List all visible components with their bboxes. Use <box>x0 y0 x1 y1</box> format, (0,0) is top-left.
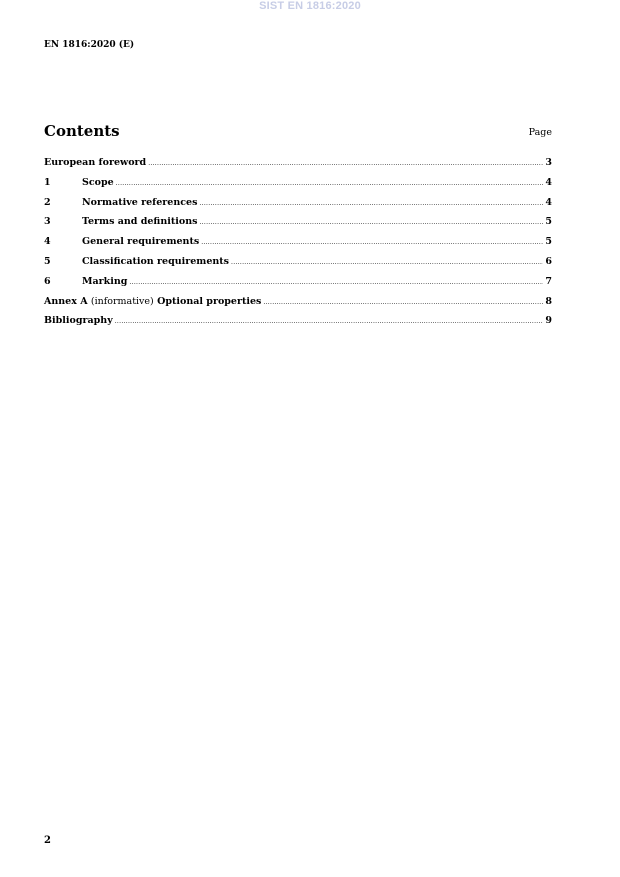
toc-leader <box>231 259 543 266</box>
toc-entry-number: 1 <box>44 176 51 188</box>
toc-entry-page: 5 <box>545 236 552 248</box>
toc-list <box>44 157 552 335</box>
toc-entry-page: 4 <box>545 196 552 208</box>
toc-entry-number: 5 <box>44 255 51 267</box>
toc-entry-title: European foreword <box>44 157 147 168</box>
document-id: EN 1816:2020 (E) <box>44 40 135 50</box>
toc-entry-bibliography[interactable] <box>44 315 552 335</box>
toc-entry-classification-requirements[interactable] <box>44 256 552 276</box>
toc-entry-page: 4 <box>545 176 552 188</box>
toc-entry-number: 6 <box>44 275 51 287</box>
toc-entry-number: 2 <box>44 196 51 208</box>
toc-leader <box>199 200 543 207</box>
watermark: SIST EN 1816:2020 <box>259 0 361 12</box>
toc-title: Contents <box>44 122 120 140</box>
toc-entry-title: Bibliography <box>44 315 113 327</box>
toc-entry-number: 3 <box>44 216 51 228</box>
toc-entry-title: General requirements <box>82 236 200 248</box>
toc-leader <box>129 279 543 286</box>
annex-qualifier: (informative) <box>90 295 154 307</box>
toc-entry-terms-and-definitions[interactable] <box>44 216 552 236</box>
toc-entry-page: 9 <box>545 315 552 327</box>
toc-entry-title: Terms and definitions <box>82 216 198 228</box>
toc-entry-title <box>44 296 261 307</box>
page-number: 2 <box>44 835 51 846</box>
toc-entry-page: 6 <box>545 255 552 267</box>
toc-leader <box>199 219 543 226</box>
annex-title: Optional properties <box>157 295 262 307</box>
toc-entry-title: Normative references <box>82 196 198 208</box>
toc-entry-scope[interactable] <box>44 177 552 197</box>
toc-entry-general-requirements[interactable] <box>44 236 552 256</box>
toc-entry-title: Marking <box>82 275 128 287</box>
toc-entry-page: 8 <box>545 295 552 307</box>
toc-entry-number: 4 <box>44 236 51 248</box>
toc-leader <box>148 160 543 167</box>
toc-leader <box>115 318 544 325</box>
toc-leader <box>116 180 544 187</box>
toc-entry-page: 3 <box>545 157 552 168</box>
toc-page-label: Page <box>528 127 552 138</box>
toc-entry-title: Scope <box>82 176 114 188</box>
toc-leader <box>201 239 543 246</box>
toc-leader <box>263 299 543 306</box>
toc-entry-european-foreword[interactable] <box>44 157 552 177</box>
toc-entry-title: Classification requirements <box>82 255 230 267</box>
toc-entry-page: 7 <box>545 275 552 287</box>
toc-entry-annex-a[interactable] <box>44 296 552 316</box>
toc-entry-page: 5 <box>545 216 552 228</box>
toc-entry-marking[interactable] <box>44 276 552 296</box>
toc-entry-normative-references[interactable] <box>44 197 552 217</box>
annex-prefix: Annex A <box>44 295 88 307</box>
toc-header <box>44 122 552 144</box>
